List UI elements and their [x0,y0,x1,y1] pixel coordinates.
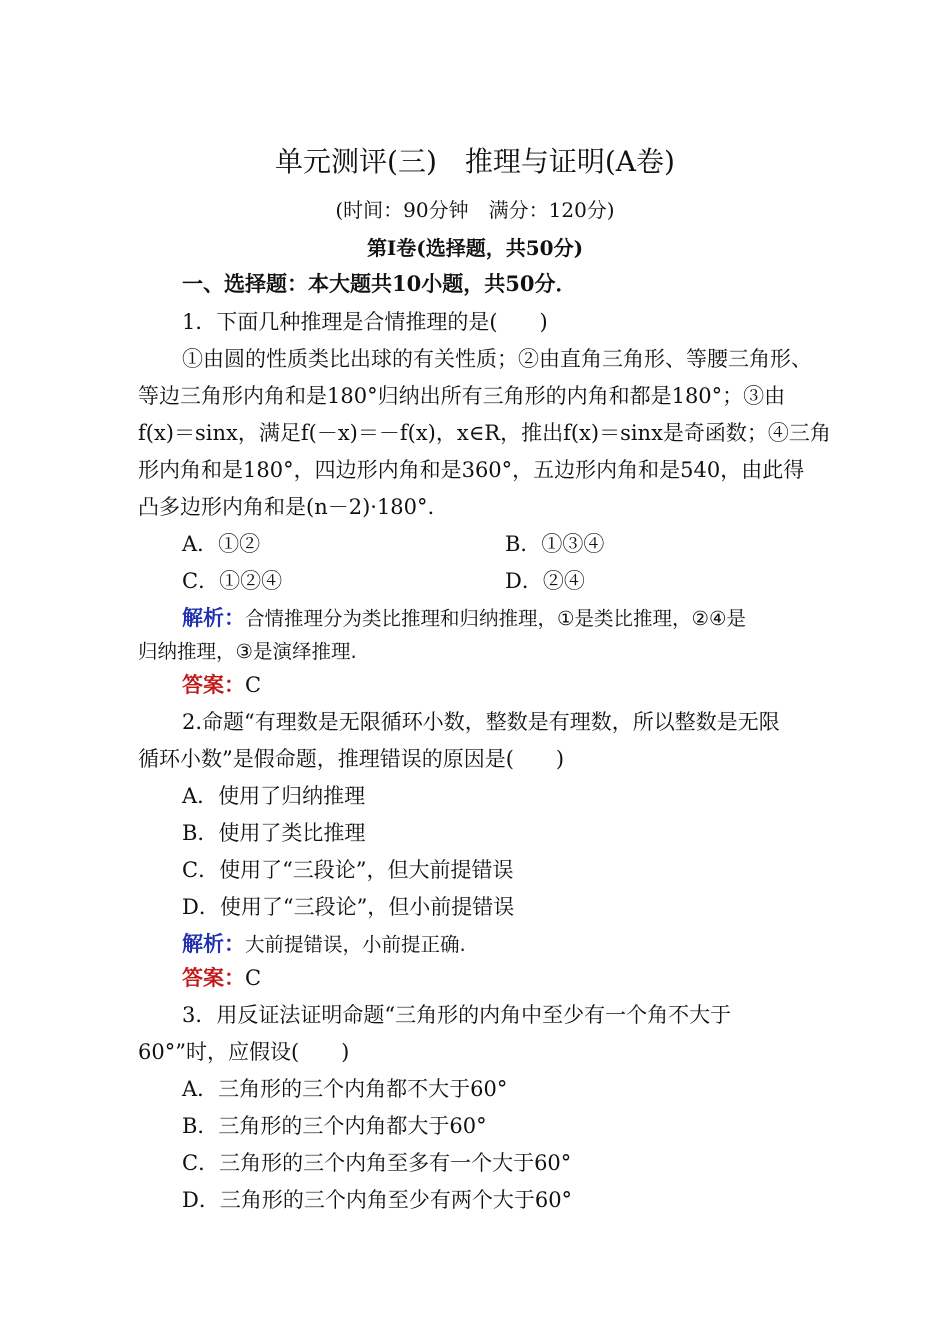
q2-option-c: C．使用了“三段论”，但大前提错误 [182,858,514,882]
q1-body-line: 凸多边形内角和是(n－2)·180°. [138,495,435,519]
q1-option-c: C．①②④ [182,569,283,593]
q1-body-line: ①由圆的性质类比出球的有关性质；②由直角三角形、等腰三角形、 [182,347,812,371]
q1-option-b: B．①③④ [505,532,605,556]
q1-option-a: A．①② [182,532,261,556]
q2-stem: 2.命题“有理数是无限循环小数，整数是有理数，所以整数是无限 [182,710,780,734]
analysis-label: 解析： [182,606,245,630]
q1-body-line: f(x)＝sinx，满足f(－x)＝－f(x)，x∈R，推出f(x)＝sinx是奇函数；④三角 [138,421,831,445]
section-title: 第Ⅰ卷(选择题，共50分) [366,236,584,260]
q1-answer [182,671,261,699]
q2-stem-cont: 循环小数”是假命题，推理错误的原因是( ) [138,747,565,771]
q1-analysis-cont: 归纳推理，③是演绎推理. [138,640,357,663]
q1-analysis [182,604,746,633]
q2-answer [182,964,261,992]
page-title: 单元测评(三) 推理与证明(A卷) [275,145,675,178]
q1-body-line: 等边三角形内角和是180°归纳出所有三角形的内角和都是180°；③由 [138,384,786,408]
q3-stem: 3．用反证法证明命题“三角形的内角中至少有一个角不大于 [182,1003,732,1027]
answer-label: 答案： [182,966,245,990]
q3-stem-cont: 60°”时，应假设( ) [138,1040,350,1064]
q3-option-a: A．三角形的三个内角都不大于60° [182,1077,508,1101]
q2-analysis [182,930,466,959]
q1-body-line: 形内角和是180°，四边形内角和是360°，五边形内角和是540，由此得 [138,458,805,482]
q2-option-d: D．使用了“三段论”，但小前提错误 [182,895,515,919]
answer-label: 答案： [182,673,245,697]
exam-meta: (时间：90分钟 满分：120分) [335,198,615,222]
analysis-text: 合情推理分为类比推理和归纳推理，①是类比推理，②④是 [245,607,746,630]
analysis-label: 解析： [182,932,245,956]
q3-option-d: D．三角形的三个内角至少有两个大于60° [182,1188,573,1212]
q3-option-b: B．三角形的三个内角都大于60° [182,1114,487,1138]
analysis-text: 大前提错误，小前提正确. [245,933,466,956]
q1-option-d: D．②④ [505,569,585,593]
part-heading: 一、选择题：本大题共10小题，共50分． [182,271,577,296]
answer-value: C [245,673,262,697]
q1-stem: 1．下面几种推理是合情推理的是( ) [182,310,548,334]
answer-value: C [245,966,262,990]
q2-option-a: A．使用了归纳推理 [182,784,366,808]
q3-option-c: C．三角形的三个内角至多有一个大于60° [182,1151,572,1175]
q2-option-b: B．使用了类比推理 [182,821,366,845]
